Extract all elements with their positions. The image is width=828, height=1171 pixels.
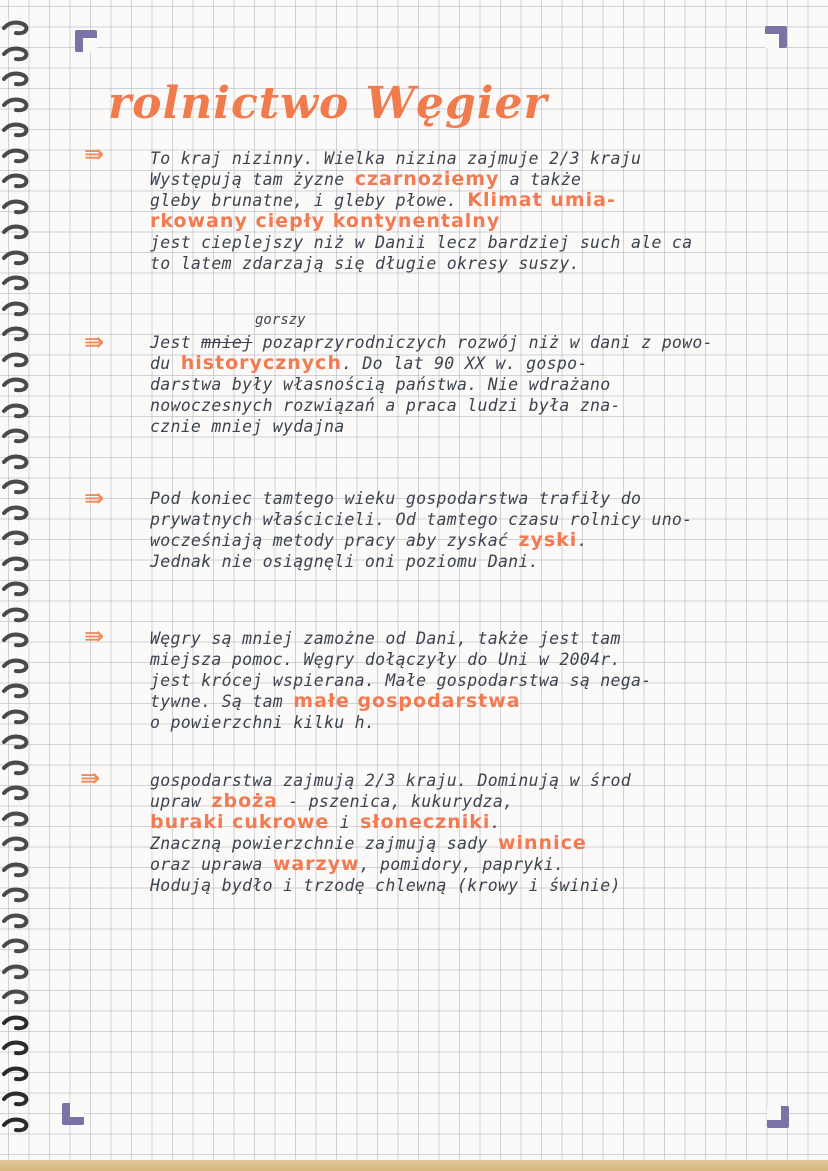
highlighted-term: czarnoziemy bbox=[354, 168, 500, 190]
spiral-ring bbox=[2, 734, 32, 750]
spiral-ring bbox=[2, 658, 32, 674]
text-line bbox=[150, 791, 765, 812]
spiral-ring bbox=[2, 275, 32, 291]
spiral-ring bbox=[2, 428, 32, 444]
spiral-binding bbox=[0, 20, 40, 1150]
handwritten-text: Znaczną powierzchnie zajmują sady bbox=[150, 834, 498, 853]
handwritten-text: Pod koniec tamtego wieku gospodarstwa trafiły do bbox=[150, 489, 642, 508]
spiral-ring bbox=[2, 836, 32, 852]
text-line bbox=[150, 416, 765, 437]
spiral-ring bbox=[2, 683, 32, 699]
text-line bbox=[150, 488, 765, 509]
spiral-ring bbox=[2, 1066, 32, 1082]
highlighted-term: buraki cukrowe bbox=[150, 811, 330, 833]
handwritten-text: . bbox=[577, 531, 588, 550]
text-line bbox=[150, 712, 765, 733]
text-line bbox=[150, 509, 765, 530]
corner-mark-bottom-left bbox=[62, 1103, 84, 1125]
text-line bbox=[150, 691, 765, 712]
text-line bbox=[150, 649, 765, 670]
spiral-ring bbox=[2, 224, 32, 240]
spiral-ring bbox=[2, 556, 32, 572]
struck-word: mniej bbox=[201, 333, 253, 352]
handwritten-text: tywne. Są tam bbox=[150, 692, 294, 711]
highlighted-term: winnice bbox=[497, 832, 587, 854]
handwritten-text: Jest bbox=[150, 333, 202, 352]
text-line bbox=[150, 395, 765, 416]
spiral-ring bbox=[2, 938, 32, 954]
spiral-ring bbox=[2, 326, 32, 342]
spiral-ring bbox=[2, 989, 32, 1005]
spiral-ring bbox=[2, 1091, 32, 1107]
text-line bbox=[150, 353, 765, 374]
handwritten-text: cznie mniej wydajna bbox=[150, 417, 345, 436]
text-line bbox=[150, 875, 765, 896]
text-line bbox=[150, 148, 765, 169]
arrow-icon: ⇛ bbox=[84, 622, 105, 650]
handwritten-text: . Do lat 90 XX w. gospo- bbox=[341, 354, 588, 373]
handwritten-text: To kraj nizinny. Wielka nizina zajmuje 2/3 kraju bbox=[150, 149, 642, 168]
handwritten-text: du bbox=[150, 354, 181, 373]
spiral-ring bbox=[2, 148, 32, 164]
text-line bbox=[150, 833, 765, 854]
paragraph-2 bbox=[150, 332, 765, 437]
text-line bbox=[150, 628, 765, 649]
spiral-ring bbox=[2, 71, 32, 87]
spiral-ring bbox=[2, 250, 32, 266]
handwritten-text: pozaprzyrodniczych rozwój niż w dani z powo- bbox=[252, 333, 713, 352]
spiral-ring bbox=[2, 1117, 32, 1133]
spiral-ring bbox=[2, 199, 32, 215]
spiral-ring bbox=[2, 760, 32, 776]
handwritten-text: Węgry są mniej zamożne od Dani, także jest tam bbox=[150, 629, 621, 648]
spiral-ring bbox=[2, 913, 32, 929]
spiral-ring bbox=[2, 20, 32, 36]
paragraph-3 bbox=[150, 488, 765, 572]
spiral-ring bbox=[2, 811, 32, 827]
handwritten-text: wocześniają metody pracy aby zyskać bbox=[150, 531, 519, 550]
handwritten-text: nowoczesnych rozwiązań a praca ludzi była zna- bbox=[150, 396, 621, 415]
spiral-ring bbox=[2, 1040, 32, 1056]
handwritten-text: Występują tam żyzne bbox=[150, 170, 355, 189]
handwritten-text: Hodują bydło i trzodę chlewną (krowy i świnie) bbox=[150, 876, 621, 895]
paragraph-1 bbox=[150, 148, 765, 274]
spiral-ring bbox=[2, 632, 32, 648]
spiral-ring bbox=[2, 607, 32, 623]
paragraph-4 bbox=[150, 628, 765, 733]
spiral-ring bbox=[2, 377, 32, 393]
handwritten-text: to latem zdarzają się długie okresy suszy. bbox=[150, 254, 580, 273]
handwritten-text: , pomidory, papryki. bbox=[359, 855, 565, 874]
spiral-ring bbox=[2, 709, 32, 725]
highlighted-term: słoneczniki bbox=[360, 811, 491, 833]
spiral-ring bbox=[2, 352, 32, 368]
spiral-ring bbox=[2, 785, 32, 801]
handwritten-text: upraw bbox=[150, 792, 212, 811]
notebook-bottom-edge bbox=[0, 1160, 828, 1171]
text-line bbox=[150, 530, 765, 551]
text-line bbox=[150, 332, 765, 353]
text-line bbox=[150, 253, 765, 274]
highlighted-term: warzyw bbox=[272, 853, 360, 875]
handwritten-text: a także bbox=[499, 170, 582, 189]
arrow-icon: ⇛ bbox=[84, 140, 105, 168]
spiral-ring bbox=[2, 581, 32, 597]
handwritten-text: . bbox=[490, 813, 501, 832]
text-line bbox=[150, 854, 765, 875]
page-title: rolnictwo Węgier bbox=[108, 78, 548, 129]
highlighted-term: Klimat umia- bbox=[467, 189, 616, 211]
text-line bbox=[150, 190, 765, 211]
paragraph-5 bbox=[150, 770, 765, 896]
arrow-icon: ⇛ bbox=[84, 328, 105, 356]
arrow-icon: ⇛ bbox=[84, 484, 105, 512]
text-line bbox=[150, 770, 765, 791]
highlighted-term: zboża bbox=[211, 790, 278, 812]
text-line bbox=[150, 551, 765, 572]
spiral-ring bbox=[2, 173, 32, 189]
handwritten-text: prywatnych właścicieli. Od tamtego czasu rolnicy uno- bbox=[150, 510, 693, 529]
handwritten-text: Jednak nie osiągnęli oni poziomu Dani. bbox=[150, 552, 539, 571]
corner-mark-bottom-right bbox=[767, 1106, 789, 1128]
spiral-ring bbox=[2, 122, 32, 138]
handwritten-text: - pszenica, kukurydza, bbox=[278, 792, 514, 811]
text-line bbox=[150, 374, 765, 395]
text-line bbox=[150, 812, 765, 833]
highlighted-term: rkowany ciepły kontynentalny bbox=[150, 210, 501, 232]
spiral-ring bbox=[2, 46, 32, 62]
arrow-icon: ⇛ bbox=[80, 764, 101, 792]
text-line bbox=[150, 169, 765, 190]
spiral-ring bbox=[2, 887, 32, 903]
handwritten-text: gleby brunatne, i gleby płowe. bbox=[150, 191, 468, 210]
handwritten-text: darstwa były własnością państwa. Nie wdrażano bbox=[150, 375, 611, 394]
spiral-ring bbox=[2, 862, 32, 878]
text-line bbox=[150, 670, 765, 691]
spiral-ring bbox=[2, 1015, 32, 1031]
spiral-ring bbox=[2, 301, 32, 317]
handwritten-text: o powierzchni kilku h. bbox=[150, 713, 376, 732]
spiral-ring bbox=[2, 530, 32, 546]
highlighted-term: zyski bbox=[518, 529, 578, 551]
highlighted-term: małe gospodarstwa bbox=[293, 690, 521, 712]
handwritten-text: jest krócej wspierana. Małe gospodarstwa są nega- bbox=[150, 671, 652, 690]
text-line bbox=[150, 232, 765, 253]
corner-mark-top-left bbox=[75, 30, 97, 52]
spiral-ring bbox=[2, 964, 32, 980]
handwritten-text: oraz uprawa bbox=[150, 855, 273, 874]
text-line bbox=[150, 211, 765, 232]
superscript-correction: gorszy bbox=[255, 312, 306, 328]
spiral-ring bbox=[2, 505, 32, 521]
handwritten-text: miejsza pomoc. Węgry dołączyły do Uni w 2004r. bbox=[150, 650, 621, 669]
spiral-ring bbox=[2, 454, 32, 470]
corner-mark-top-right bbox=[765, 26, 787, 48]
handwritten-text: i bbox=[329, 813, 361, 832]
spiral-ring bbox=[2, 479, 32, 495]
handwritten-text: gospodarstwa zajmują 2/3 kraju. Dominują w środ bbox=[150, 771, 631, 790]
spiral-ring bbox=[2, 97, 32, 113]
highlighted-term: historycznych bbox=[180, 352, 342, 374]
handwritten-text: jest cieplejszy niż w Danii lecz bardziej such ale ca bbox=[150, 233, 693, 252]
spiral-ring bbox=[2, 403, 32, 419]
